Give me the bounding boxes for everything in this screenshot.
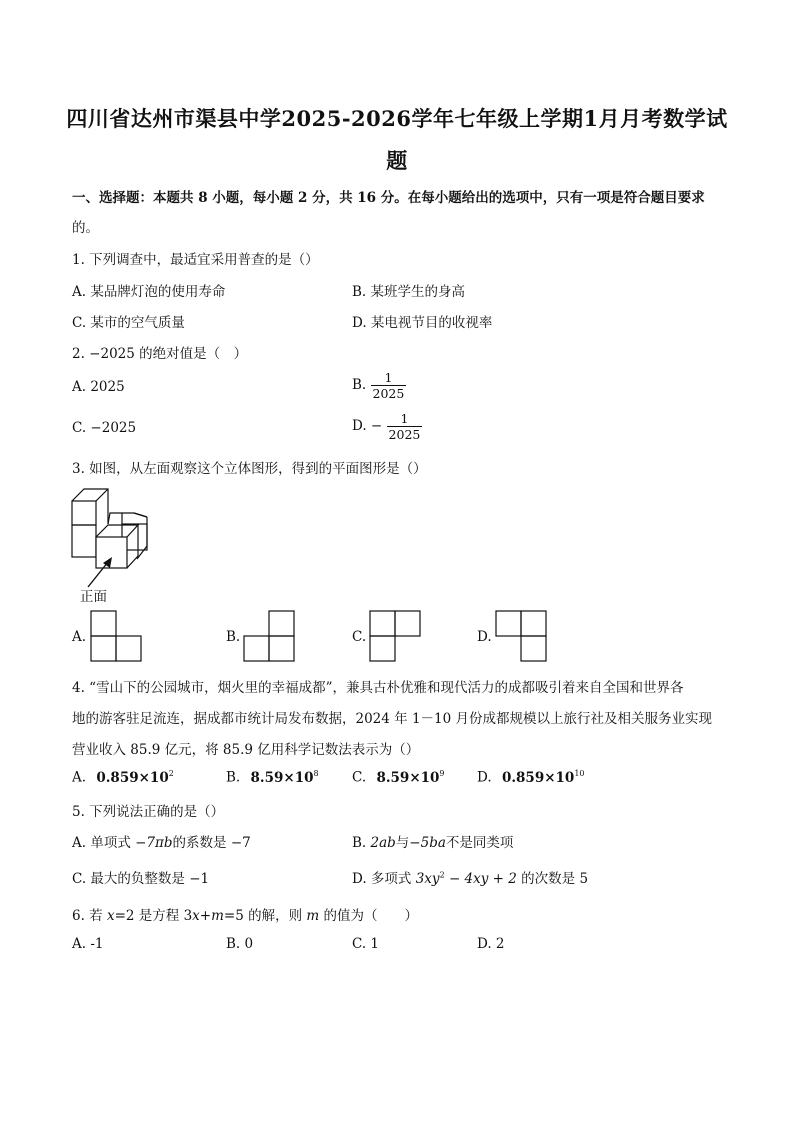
option-value: 0.859×10 xyxy=(501,769,575,786)
q3-option-b: B. xyxy=(226,629,241,645)
option-text: 不是同类项 xyxy=(445,835,514,851)
q2-option-c: C. −2025 xyxy=(72,420,137,436)
q6-option-a: A. -1 xyxy=(72,936,104,952)
q1-option-c: C. 某市的空气质量 xyxy=(72,315,185,331)
q2-option-a: A. 2025 xyxy=(72,379,125,395)
q4-option-d xyxy=(477,769,585,786)
option-text: 的次数是 5 xyxy=(516,871,589,887)
question-1-stem: 1. 下列调查中，最适宜采用普查的是（） xyxy=(72,252,319,268)
q2-option-b-label: B. xyxy=(352,377,367,393)
option-value: 8.59×10 xyxy=(250,769,314,786)
q3-option-b-figure xyxy=(243,610,295,662)
q1-option-a: A. 某品牌灯泡的使用寿命 xyxy=(72,284,226,300)
q2-option-b-fraction xyxy=(371,370,407,401)
q6-option-c: C. 1 xyxy=(352,936,380,952)
q3-option-d-figure xyxy=(495,610,547,662)
math-expression: 3xy xyxy=(415,871,440,887)
fraction-numerator: 1 xyxy=(387,411,423,427)
q4-option-c xyxy=(352,769,445,786)
option-text: B. xyxy=(352,835,371,851)
q6-option-d: D. 2 xyxy=(477,936,505,952)
q3-option-a: A. xyxy=(72,629,87,645)
stem-text: + xyxy=(199,908,212,924)
q5-option-b xyxy=(352,831,513,851)
stem-text: 6. 若 xyxy=(72,908,107,924)
option-text: D. 多项式 xyxy=(352,871,416,887)
math-variable: x xyxy=(192,908,200,924)
fraction-denominator: 2025 xyxy=(388,427,421,442)
option-exponent: 8 xyxy=(313,769,319,778)
stem-text: =5 的解，则 xyxy=(223,908,307,924)
fraction-denominator: 2025 xyxy=(372,386,405,401)
option-label: A. xyxy=(72,769,87,786)
stem-text: =2 是方程 3 xyxy=(114,908,193,924)
stem-text: 的值为（ ） xyxy=(319,908,419,924)
option-exponent: 9 xyxy=(439,769,445,778)
question-6-stem xyxy=(72,904,418,924)
q4-option-a xyxy=(72,769,174,786)
front-face-label: 正面 xyxy=(80,589,107,605)
q3-option-c-figure xyxy=(369,610,421,662)
option-text: 与 xyxy=(395,835,410,851)
option-exponent: 2 xyxy=(168,769,174,778)
option-exponent: 10 xyxy=(574,769,585,778)
section-heading-continued: 的。 xyxy=(72,220,99,236)
question-5-stem: 5. 下列说法正确的是（） xyxy=(72,804,225,820)
q1-option-d: D. 某电视节目的收视率 xyxy=(352,315,493,331)
math-exponent: 2 xyxy=(439,870,445,880)
q4-option-b xyxy=(226,769,319,786)
q1-option-b: B. 某班学生的身高 xyxy=(352,284,466,300)
option-text: A. 单项式 xyxy=(72,835,136,851)
math-variable: x xyxy=(106,908,115,924)
q3-option-a-figure xyxy=(90,610,142,662)
math-expression: −5ba xyxy=(409,835,446,851)
q2-option-d-fraction xyxy=(387,411,423,442)
q5-option-d xyxy=(352,867,588,887)
option-label: C. xyxy=(352,769,367,786)
question-4-stem-line3: 营业收入 85.9 亿元，将 85.9 亿用科学记数法表示为（） xyxy=(72,742,420,758)
question-4-stem-line2: 地的游客驻足流连，据成都市统计局发布数据，2024 年 1－10 月份成都规模以上旅行社及相关服务业实现 xyxy=(72,711,712,727)
q3-option-d: D. xyxy=(477,629,492,645)
question-3-stem: 3. 如图，从左面观察这个立体图形，得到的平面图形是（） xyxy=(72,461,427,477)
option-value: 8.59×10 xyxy=(376,769,440,786)
math-expression: −7πb xyxy=(135,835,173,851)
q5-option-c: C. 最大的负整数是 −1 xyxy=(72,871,210,887)
q5-option-a xyxy=(72,831,251,851)
q2-option-d-label: D. − xyxy=(352,418,383,434)
q3-option-c: C. xyxy=(352,629,367,645)
math-expression: 2ab xyxy=(370,835,396,851)
math-variable: m xyxy=(306,908,320,924)
q2-option-b xyxy=(352,370,406,401)
option-label: D. xyxy=(477,769,492,786)
option-text: 的系数是 −7 xyxy=(172,835,251,851)
option-label: B. xyxy=(226,769,241,786)
page-title: 四川省达州市渠县中学2025-2026学年七年级上学期1月月考数学试 xyxy=(66,106,728,131)
fraction-numerator: 1 xyxy=(371,370,407,386)
question-2-stem: 2. −2025 的绝对值是（ ） xyxy=(72,346,248,362)
section-heading: 一、选择题：本题共 8 小题，每小题 2 分，共 16 分。在每小题给出的选项中，只有一项是符合题目要求 xyxy=(72,190,705,206)
question-4-stem: 4. “雪山下的公园城市，烟火里的幸福成都”，兼具古朴优雅和现代活力的成都吸引着来自全国和世界各 xyxy=(72,680,684,696)
math-expression: − 4xy + 2 xyxy=(444,871,517,887)
math-variable: m xyxy=(211,908,224,924)
option-value: 0.859×10 xyxy=(96,769,169,786)
q2-option-d xyxy=(352,411,422,442)
q6-option-b: B. 0 xyxy=(226,936,254,952)
page-title-continued: 题 xyxy=(386,148,408,173)
